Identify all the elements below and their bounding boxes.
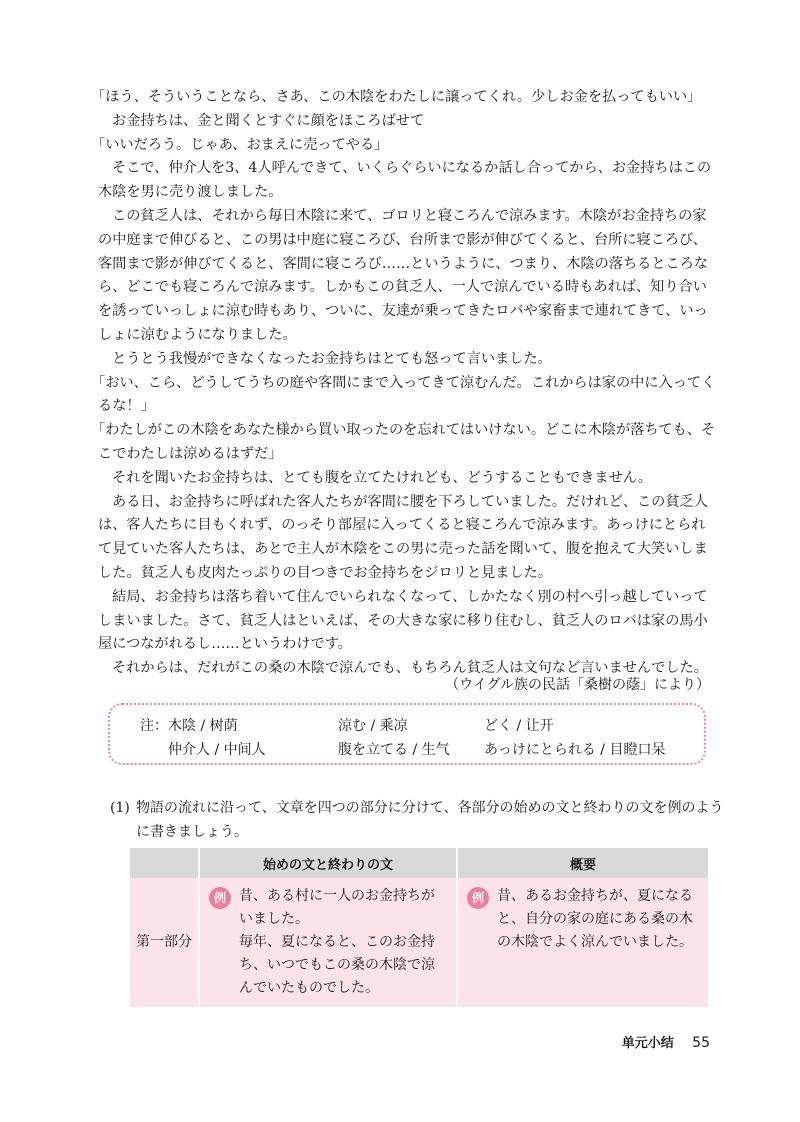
sentences-cell[interactable]: [199, 878, 457, 1007]
story-paragraph: それからは、だれがこの桑の木陰で涼んでも、もちろん貧乏人は文句など言いませんでした。: [112, 660, 708, 677]
question-1: [110, 796, 730, 844]
story-paragraph: お金持ちは、金と聞くとすぐに顔をほころばせて: [112, 112, 425, 129]
story-paragraph: それを聞いたお金持ちは、とても腹を立てたけれども、どうすることもできません。: [112, 469, 652, 486]
table-header-cell: [130, 848, 199, 878]
example-badge-icon: 例: [467, 887, 489, 909]
notes-label: 注：: [140, 718, 168, 734]
summary-cell[interactable]: [457, 878, 709, 1007]
page-footer: [622, 1032, 710, 1051]
summary-text: 昔、あるお金持ちが、夏になると、自分の家の庭にある桑の木の木陰でよく涼んでいました。: [497, 888, 693, 950]
table-row: [130, 878, 709, 1007]
story-paragraph: 「ほう、そういうことなら、さあ、この木陰をわたしに譲ってくれ。少しお金を払ってもいい」: [91, 89, 702, 105]
note-item: どく / 让开: [484, 718, 554, 734]
story-text: [91, 86, 718, 681]
table-header-cell: 概要: [457, 848, 709, 878]
story-paragraph: 「おい、こら、どうしてうちの庭や客間にまで入ってきて涼むんだ。これからは家の中に入ってくるな！」: [91, 374, 716, 415]
story-paragraph: そこで、仲介人を3、4人呼んできて、いくらぐらいになるか話し合ってから、お金持ちはこの木陰を男に売り渡しました。: [98, 160, 712, 201]
unit-label: 单元小结: [621, 1036, 674, 1051]
page-number: 55: [692, 1035, 710, 1051]
story-source: （ウイグル族の民話「桑樹の蔭」により）: [445, 677, 710, 693]
story-paragraph: 「わたしがこの木陰をあなた様から買い取ったのを忘れてはいけない。どこに木陰が落ちても、そこでわたしは涼めるはずだ」: [91, 422, 716, 462]
note-item: あっけにとられる / 目瞪口呆: [484, 742, 666, 758]
table-header-cell: 始めの文と終わりの文: [199, 848, 457, 878]
note-item: 仲介人 / 中间人: [168, 742, 266, 758]
answer-table: [130, 848, 710, 1007]
example-badge-icon: 例: [209, 887, 231, 909]
story-paragraph: ある日、お金持ちに呼ばれた客人たちが客間に腰を下ろしていました。だけれど、この貧乏人は、客人たちに目もくれず、のっそり部屋に入ってくると寝ころんで涼みます。あっけにとられて見ていた客人たちは、あとで主人が木陰をこの男に売った話を聞いて、腹を抱えて大笑いしました。貧乏人も皮肉たっぷりの目つきでお金持ちをジロリと見ました。: [98, 493, 708, 581]
story-paragraph: 結局、お金持ちは落ち着いて住んでいられなくなって、しかたなく別の村へ引っ越していってしまいました。さて、貧乏人はといえば、その大きな家に移り住むし、貧乏人のロバは家の馬小屋につながれるし……というわけです。: [98, 588, 708, 653]
vocabulary-notes-box: [108, 703, 706, 765]
part-label: 第一部分: [130, 878, 199, 1007]
table-header-row: [130, 848, 709, 878]
first-sentence: 昔、ある村に一人のお金持ちがいました。: [239, 888, 435, 927]
note-item: 涼む / 乘凉: [338, 718, 408, 734]
story-paragraph: とうとう我慢ができなくなったお金持ちはとても怒って言いました。: [112, 350, 552, 367]
question-number: (1): [110, 800, 130, 816]
last-sentence: 毎年、夏になると、このお金持ち、いつでもこの桑の木陰で涼んでいたものでした。: [239, 934, 435, 996]
question-text: 物語の流れに沿って、文章を四つの部分に分けて、各部分の始めの文と終わりの文を例のように書きましょう。: [136, 800, 724, 840]
note-item: 木陰 / 树荫: [168, 718, 238, 734]
story-paragraph: この貧乏人は、それから毎日木陰に来て、ゴロリと寝ころんで涼みます。木陰がお金持ちの家の中庭まで伸びると、この男は中庭に寝ころび、台所まで影が伸びてくると、台所に寝ころび、客間まで影が伸びてくると、客間に寝ころび……というように、つまり、木陰の落ちるところなら、どこでも寝ころんで涼みます。しかもこの貧乏人、一人で涼んでいる時もあれば、知り合いを誘っていっしょに涼む時もあり、ついに、友達が乗ってきたロバや家畜まで連れてきて、いっしょに涼むようになりました。: [98, 207, 709, 343]
story-paragraph: 「いいだろう。じゃあ、おまえに売ってやる」: [91, 136, 389, 153]
note-item: 腹を立てる / 生气: [338, 742, 450, 758]
